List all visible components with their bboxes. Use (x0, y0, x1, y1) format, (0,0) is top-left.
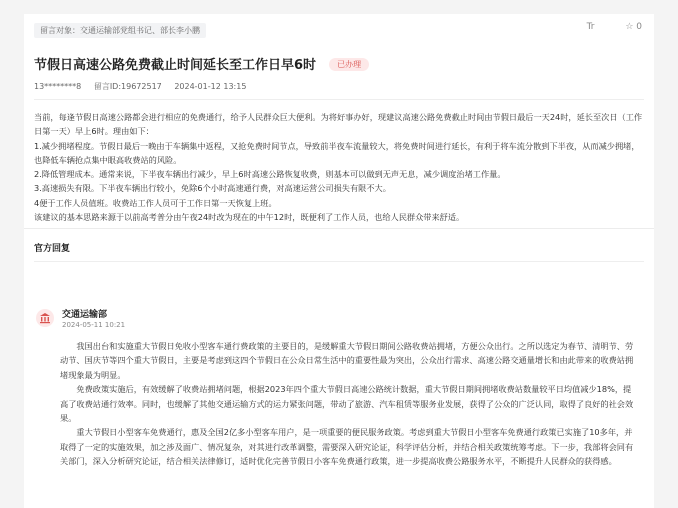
department-name: 交通运输部 (62, 310, 108, 320)
title-row (34, 54, 369, 73)
message-paragraph: 4便于工作人员值班。收费站工作人员可于工作日第一天恢复上班。 (34, 197, 277, 208)
message-body (34, 110, 644, 224)
reply-datetime: 2024-05-11 10:21 (62, 321, 126, 329)
reply-paragraph: 重大节假日小型客车免费通行，惠及全国2亿多小型客车用户，是一项重要的便民服务政策。考虑到重大节假日小型客车免费通行政策已实施了10多年，并取得了一定的实施效果，加之涉及面广、情况复杂，对其进行改革调整，需要深入研究论证，科学评估分析，并结合相关政策统筹考虑。下一步，我部将会同有关部门，深入分析研究论证，结合相关法律修订，适时优化完善节假日小客车免费通行政策，进一步提高收费公路服务水平，不断提升人民群众的获得感。 (60, 427, 634, 467)
font-size-button[interactable]: Tr (586, 22, 595, 32)
reply-paragraph: 我国出台和实施重大节假日免收小型客车通行费政策的主要目的，是缓解重大节假日期间公路收费站拥堵，方便公众出行。之所以选定为春节、清明节、劳动节、国庆节等四个重大节假日，主要是考虑到这四个节假日在公众日常生活中的重要性最为突出，公众出行需求、高速公路交通量增长和由此带来的收费站拥堵现象最为明显。 (60, 341, 634, 380)
message-paragraph: 3.高速损失有限。下半夜车辆出行较小，免除6个小时高速通行费，对高速运营公司损失有限不大。 (34, 183, 391, 194)
status-badge: 已办理 (329, 58, 369, 71)
message-paragraph: 该建议的基本思路来源于以前高考普分由午夜24时改为现在的中午12时，既便利了工作人员，也给人民群众带来舒适。 (34, 212, 465, 223)
message-paragraph: 1.减少拥堵程度。节假日最后一晚由于车辆集中返程，又抢免费时间节点，导致前半夜车流量较大，将免费时间进行延长，有利于将车流分散到下半夜，从而减少拥堵，也降低车辆抢点集中眼高收费站的风险。 (34, 140, 640, 165)
like-count: 0 (636, 22, 642, 32)
thumbs-up-icon: ☆ (625, 22, 634, 32)
message-paragraph: 2.降低管理成本。通常来说，下半夜车辆出行减少，早上6时高速公路恢复收费，则基本可以做到无声无息，减少调度治堵工作量。 (34, 169, 506, 180)
recipient-tag: 留言对象：交通运输部党组书记、部长李小鹏 (34, 23, 206, 38)
top-tools (559, 22, 642, 32)
divider (34, 99, 644, 100)
message-paragraph: 当前，每逢节假日高速公路都会进行相应的免费通行，给予人民群众巨大便利。为将好事办好，现建议高速公路免费截止时间由节假日最后一天24时，延长至次日（工作日第一天）早上6时。理由如下： (34, 112, 643, 137)
message-id: 留言ID:19672517 (93, 82, 162, 91)
reply-card (24, 228, 654, 508)
government-building-icon (36, 309, 54, 327)
divider (34, 261, 644, 262)
reply-paragraph: 免费政策实施后，有效缓解了收费站拥堵问题，根据2023年四个重大节假日高速公路统计数据，重大节假日期间拥堵收费站数量较平日均值减少18%，提高了收费站通行效率。同时，也缓解了其他交通运输方式的运力紧张问题，带动了旅游、汽车租赁等服务业发展，获得了公众的广泛认同，取得了良好的社会效果。 (60, 384, 634, 424)
message-card (24, 14, 654, 236)
like-button[interactable] (625, 22, 642, 32)
meta-row (34, 81, 256, 92)
message-title: 节假日高速公路免费截止时间延长至工作日早6时 (34, 58, 317, 73)
reply-section-title: 官方回复 (34, 244, 71, 254)
message-datetime: 2024-01-12 13:15 (174, 82, 247, 91)
author: 13********8 (34, 82, 82, 91)
reply-body (60, 339, 638, 469)
